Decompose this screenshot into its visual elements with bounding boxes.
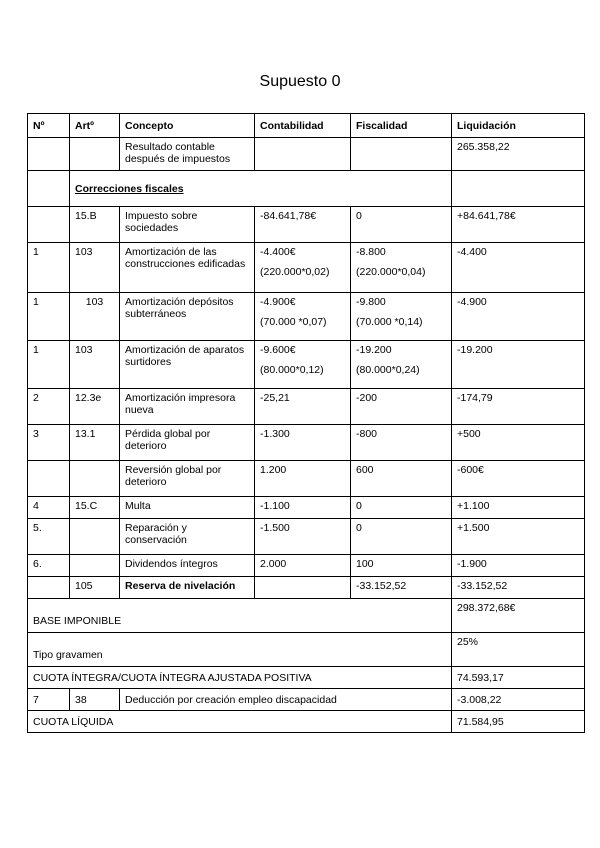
- header-art: Artº: [70, 114, 120, 138]
- cell-fiscalidad: 600: [351, 461, 452, 497]
- cell-contabilidad: -4.400€: [260, 246, 296, 258]
- cell-fiscalidad: 0: [351, 497, 452, 519]
- cell-contabilidad: 1.200: [255, 461, 351, 497]
- page-title: Supuesto 0: [259, 73, 341, 90]
- tipo-gravamen-label: Tipo gravamen: [28, 633, 452, 667]
- cell-contabilidad: -4.900€: [260, 296, 296, 308]
- cell-n: 1: [28, 341, 70, 389]
- header-n: Nº: [28, 114, 70, 138]
- cell-contabilidad: -1.500: [255, 519, 351, 555]
- cell-concepto: Amortización impresora nueva: [120, 389, 255, 425]
- cell-n: 1: [28, 293, 70, 341]
- table-row: [28, 599, 585, 633]
- table-row: [28, 341, 585, 389]
- cell-fiscalidad: -9.800: [356, 296, 386, 308]
- cell-concepto: Multa: [120, 497, 255, 519]
- cell-fiscalidad-formula: (70.000 *0,14): [356, 316, 423, 328]
- table-row: [28, 667, 585, 689]
- cell-liquidacion: -3.008,22: [452, 689, 585, 711]
- cell-concepto: Dividendos íntegros: [120, 555, 255, 577]
- cell-concepto: Amortización de aparatos surtidores: [120, 341, 255, 389]
- cell-contabilidad-formula: (70.000 *0,07): [260, 316, 327, 328]
- table-row: [28, 243, 585, 293]
- tax-table: [27, 113, 585, 733]
- cell-liquidacion: -174,79: [452, 389, 585, 425]
- cell-fiscalidad: 0: [351, 519, 452, 555]
- table-row: [28, 461, 585, 497]
- cell-liquidacion: 265.358,22: [452, 138, 585, 171]
- cell-concepto: Reparación y conservación: [120, 519, 255, 555]
- base-imponible-label: BASE IMPONIBLE: [28, 599, 452, 633]
- cell-art: 105: [70, 577, 120, 599]
- table-row: [28, 633, 585, 667]
- cell-fiscalidad: -33.152,52: [351, 577, 452, 599]
- cell-liquidacion: -4.400: [452, 243, 585, 293]
- cell-liquidacion: +500: [452, 425, 585, 461]
- cell-fiscalidad: -8.800: [356, 246, 386, 258]
- cell-liquidacion: +84.641,78€: [452, 207, 585, 243]
- cell-n: 1: [28, 243, 70, 293]
- header-contabilidad: Contabilidad: [255, 114, 351, 138]
- cell-liquidacion: 298.372,68€: [452, 599, 585, 633]
- table-row: [28, 689, 585, 711]
- cell-liquidacion: 71.584,95: [452, 711, 585, 733]
- cell-concepto: Amortización depósitos subterráneos: [120, 293, 255, 341]
- cell-n: 6.: [28, 555, 70, 577]
- header-liquidacion: Liquidación: [452, 114, 585, 138]
- cell-liquidacion: -33.152,52: [452, 577, 585, 599]
- header-concepto: Concepto: [120, 114, 255, 138]
- table-row: [28, 207, 585, 243]
- cell-liquidacion: -4.900: [452, 293, 585, 341]
- table-row: [28, 425, 585, 461]
- cell-n: 5.: [28, 519, 70, 555]
- cell-contabilidad-formula: (220.000*0,02): [260, 266, 330, 278]
- cell-fiscalidad: -19.200: [356, 344, 392, 356]
- table-row: [28, 293, 585, 341]
- cell-liquidacion: 74.593,17: [452, 667, 585, 689]
- cell-contabilidad: -1.100: [255, 497, 351, 519]
- cell-contabilidad: -9.600€: [260, 344, 296, 356]
- cell-liquidacion: +1.100: [452, 497, 585, 519]
- cell-concepto: Resultado contable después de impuestos: [120, 138, 255, 171]
- table-row: [28, 171, 585, 207]
- cuota-integra-label: CUOTA ÍNTEGRA/CUOTA ÍNTEGRA AJUSTADA POSITIVA: [28, 667, 452, 689]
- table-row: [28, 711, 585, 733]
- cell-fiscalidad: -800: [351, 425, 452, 461]
- table-row: [28, 577, 585, 599]
- cell-art: 15.B: [70, 207, 120, 243]
- cell-art: 103: [70, 341, 120, 389]
- table-row: [28, 138, 585, 171]
- cell-concepto: Deducción por creación empleo discapacidad: [120, 689, 452, 711]
- cell-fiscalidad-formula: (220.000*0,04): [356, 266, 426, 278]
- cell-liquidacion: -600€: [452, 461, 585, 497]
- table-row: [28, 519, 585, 555]
- cell-art: 38: [70, 689, 120, 711]
- cell-liquidacion: 25%: [452, 633, 585, 667]
- cell-concepto: Reserva de nivelación: [120, 577, 255, 599]
- header-fiscalidad: Fiscalidad: [351, 114, 452, 138]
- cell-art: 15.C: [70, 497, 120, 519]
- cell-concepto: Impuesto sobre sociedades: [120, 207, 255, 243]
- cell-liquidacion: -1.900: [452, 555, 585, 577]
- cell-n: 2: [28, 389, 70, 425]
- cell-concepto: Amortización de las construcciones edificadas: [120, 243, 255, 293]
- cell-fiscalidad: -200: [351, 389, 452, 425]
- cell-fiscalidad-formula: (80.000*0,24): [356, 364, 420, 376]
- cell-art: 103: [70, 293, 120, 341]
- cell-liquidacion: -19.200: [452, 341, 585, 389]
- cell-contabilidad-formula: (80.000*0,12): [260, 364, 324, 376]
- cell-art: 12.3e: [70, 389, 120, 425]
- table-header-row: [28, 114, 585, 138]
- section-heading: Correcciones fiscales: [75, 182, 184, 195]
- cell-n: 3: [28, 425, 70, 461]
- cell-art: 13.1: [70, 425, 120, 461]
- cell-contabilidad: -84.641,78€: [255, 207, 351, 243]
- cell-concepto: Pérdida global por deterioro: [120, 425, 255, 461]
- table-row: [28, 497, 585, 519]
- cell-fiscalidad: 0: [351, 207, 452, 243]
- table-row: [28, 555, 585, 577]
- cell-concepto: Reversión global por deterioro: [120, 461, 255, 497]
- cell-liquidacion: +1.500: [452, 519, 585, 555]
- cell-contabilidad: -1.300: [255, 425, 351, 461]
- cell-contabilidad: -25,21: [255, 389, 351, 425]
- cell-art: 103: [70, 243, 120, 293]
- cell-fiscalidad: 100: [351, 555, 452, 577]
- cell-contabilidad: 2.000: [255, 555, 351, 577]
- table-row: [28, 389, 585, 425]
- cell-n: 4: [28, 497, 70, 519]
- cell-n: 7: [28, 689, 70, 711]
- cuota-liquida-label: CUOTA LÍQUIDA: [28, 711, 452, 733]
